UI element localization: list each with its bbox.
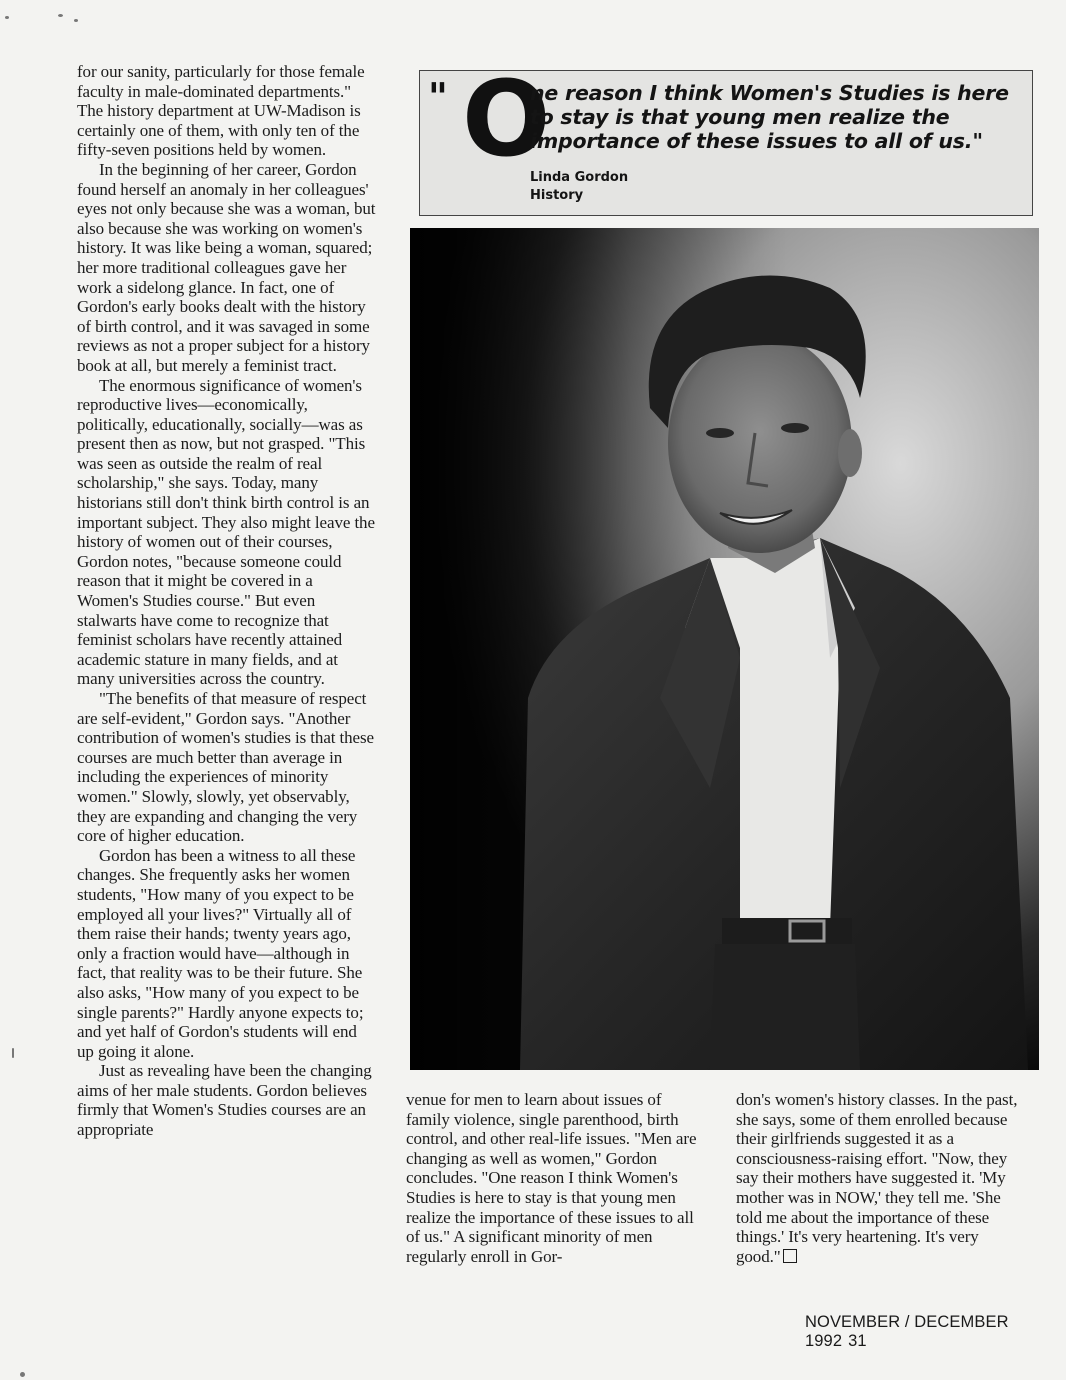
end-of-article-mark-icon — [783, 1249, 797, 1263]
quote-open-mark: " — [428, 75, 448, 119]
paragraph: Gordon has been a witness to all these changes. She frequently asks her women students, "How many of you expect to be employed all your lives?" Virtually all of them raise their hands; twenty years ago, only a fraction would have—although in fact, that reality was to be their future. She also asks, "How many of you expect to be single parents?" Hardly anyone expects to; and yet half of Gordon's students will end up going it alone. — [77, 845, 364, 1061]
paragraph: Just as revealing have been the changing aims of her male students. Gordon believes firmly that Women's Studies courses are an appropriate — [77, 1061, 372, 1140]
scan-speck — [12, 1048, 14, 1058]
paragraph — [736, 1090, 1026, 1266]
paragraph: "The benefits of that measure of respect are self-evident," Gordon says. "Another contribution of women's studies is that these courses are much better than average in including the experiences of minority women." Slowly, slowly, yet observably, they are expanding and changing the very core of higher education. — [77, 689, 374, 846]
pull-quote-text: ne reason I think Women's Studies is here to stay is that young men realize the importance of these issues to all of us." — [530, 81, 1009, 153]
page-number: 31 — [848, 1332, 867, 1350]
quote-attribution — [530, 169, 628, 205]
page-footer — [805, 1313, 1066, 1351]
paragraph: In the beginning of her career, Gordon found herself an anomaly in her colleagues' eyes not only because she was a woman, but also because she was working on women's history. It was like being a woman, squared; her more traditional colleagues gave her work a sidelong glance. In fact, one of Gordon's early books dealt with the history of birth control, and it was savaged in some reviews as not a proper subject for a history book at all, but merely a feminist tract. — [77, 159, 376, 375]
paragraph: The enormous significance of women's reproductive lives—economically, politically, educationally, socially—was as present then as now, but not grasped. "This was seen as outside the realm of real scholarship," she says. Today, many historians still don't think birth control is an important subject. They also might leave the history of women out of their courses, Gordon notes, "because someone could reason that it might be covered in a Women's Studies course." But even stalwarts have come to recognize that feminist scholars have recently attained academic stature in many fields, and at many universities across the country. — [77, 375, 375, 689]
paragraph: for our sanity, particularly for those female faculty in male-dominated departments." The history department at UW-Madison is certainly one of them, with only ten of the fifty-seven positions held by women. — [77, 62, 365, 160]
attribution-name: Linda Gordon — [530, 170, 629, 185]
article-column-right — [736, 1090, 1026, 1266]
paragraph-text: don's women's history classes. In the past, she says, some of them enrolled because their girlfriends suggested it as a consciousness-raising effort. "Now, they say their mothers have suggested it. 'My mother was in NOW,' they tell me. 'She told me about the importance of these things.' It's very heartening. It's very good." — [736, 1090, 1018, 1266]
scan-speck — [58, 14, 63, 17]
scan-speck — [20, 1372, 25, 1377]
issue-date: NOVEMBER / DECEMBER 1992 — [805, 1313, 1009, 1350]
pull-quote-box — [419, 58, 1033, 216]
article-column-middle — [406, 1090, 702, 1266]
portrait-photo — [410, 228, 1039, 1070]
article-column-left — [77, 62, 377, 1140]
quote-drop-cap: O — [462, 58, 551, 180]
paragraph: venue for men to learn about issues of family violence, single parenthood, birth control, and other real-life issues. "Men are changing as well as women," Gordon concludes. "One reason I think Women's Studies is here to stay is that young men realize the importance of these issues to all of us." A significant minority of men regularly enroll in Gor- — [406, 1090, 697, 1266]
attribution-department: History — [530, 188, 584, 203]
scan-speck — [74, 19, 78, 22]
scan-speck — [5, 16, 9, 19]
